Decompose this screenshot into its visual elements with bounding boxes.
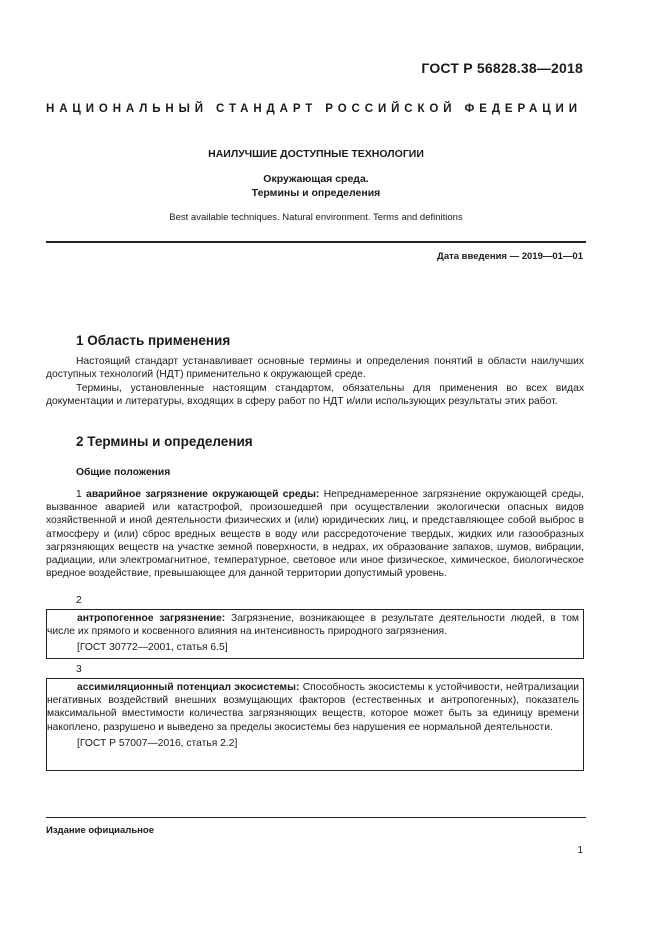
document-code: ГОСТ Р 56828.38—2018 — [421, 60, 583, 76]
term-3-reference: [ГОСТ Р 57007—2016, статья 2.2] — [77, 737, 238, 749]
term-3-number: 3 — [76, 664, 82, 675]
english-title: Best available techniques. Natural environment. Terms and definitions — [169, 212, 463, 223]
header-divider — [46, 241, 586, 243]
term-3-box — [46, 678, 584, 771]
term-1-number: 1 — [76, 489, 82, 500]
term-3-entry — [47, 681, 579, 734]
term-2-entry — [47, 612, 579, 638]
term-1-entry — [46, 488, 584, 580]
national-standard-banner: НАЦИОНАЛЬНЫЙ СТАНДАРТ РОССИЙСКОЙ ФЕДЕРАЦИИ — [46, 103, 582, 115]
standard-subtitle-line2: Термины и определения — [251, 187, 381, 199]
term-1-name: аварийное загрязнение окружающей среды: — [86, 489, 320, 500]
term-2-box — [46, 609, 584, 659]
term-1-definition: Непреднамеренное загрязнение окружающей среды, вызванное аварией или катастрофой, произошедшей при осуществлении экологически опасных видов хозяйственной и иной деятельности физических и (или) юридических лиц, и представляющее собой выброс в атмосферу и (или) сброс вредных веществ в воду или рассредоточение твердых, жидких или газообразных загрязняющих веществ на участке земной поверхности, в недрах, их образование запахов, шумов, вибрации, радиации, или электромагнитное, температурное, световое или иное физическое, химическое, биологическое вредное воздействие, превышающее для данной территории допустимый уровень. — [46, 489, 584, 580]
section1-para2: Термины, установленные настоящим стандартом, обязательны для применения во всех видах документации и литературы, входящих в сферу работ по НДТ и/или использующих результаты этих работ. — [46, 383, 584, 408]
page-number: 1 — [577, 845, 583, 856]
general-provisions-heading: Общие положения — [76, 467, 171, 478]
footer-divider — [46, 817, 586, 818]
section1-para1: Настоящий стандарт устанавливает основные термины и определения понятий в области наилучших доступных технологий (НДТ) применительно к окружающей среде. — [46, 356, 584, 381]
section2-heading: 2 Термины и определения — [76, 434, 253, 449]
term-3-definition: Способность экосистемы к устойчивости, нейтрализации негативных воздействий внешних возмущающих факторов (естественных и антропогенных), показатель максимальной вместимости количества загрязняющих веществ, которое может быть за единицу времени накоплено, разрушено и выведено за пределы экосистемы без нарушения ее нормальной деятельности. — [47, 682, 579, 733]
term-3-name: ассимиляционный потенциал экосистемы: — [77, 682, 300, 693]
term-2-reference: [ГОСТ 30772—2001, статья 6.5] — [77, 642, 228, 654]
standard-title: НАИЛУЧШИЕ ДОСТУПНЫЕ ТЕХНОЛОГИИ — [208, 148, 424, 160]
term-2-definition: Загрязнение, возникающее в результате деятельности людей, в том числе их прямого и косвенного влияния на интенсивность природного загрязнения. — [47, 613, 579, 638]
standard-subtitle-line1: Окружающая среда. — [263, 173, 369, 185]
term-2-name: антропогенное загрязнение: — [77, 613, 226, 624]
term-2-number: 2 — [76, 595, 82, 606]
introduction-date: Дата введения — 2019—01—01 — [437, 251, 583, 262]
official-edition-label: Издание официальное — [46, 825, 154, 836]
section1-heading: 1 Область применения — [76, 333, 231, 348]
